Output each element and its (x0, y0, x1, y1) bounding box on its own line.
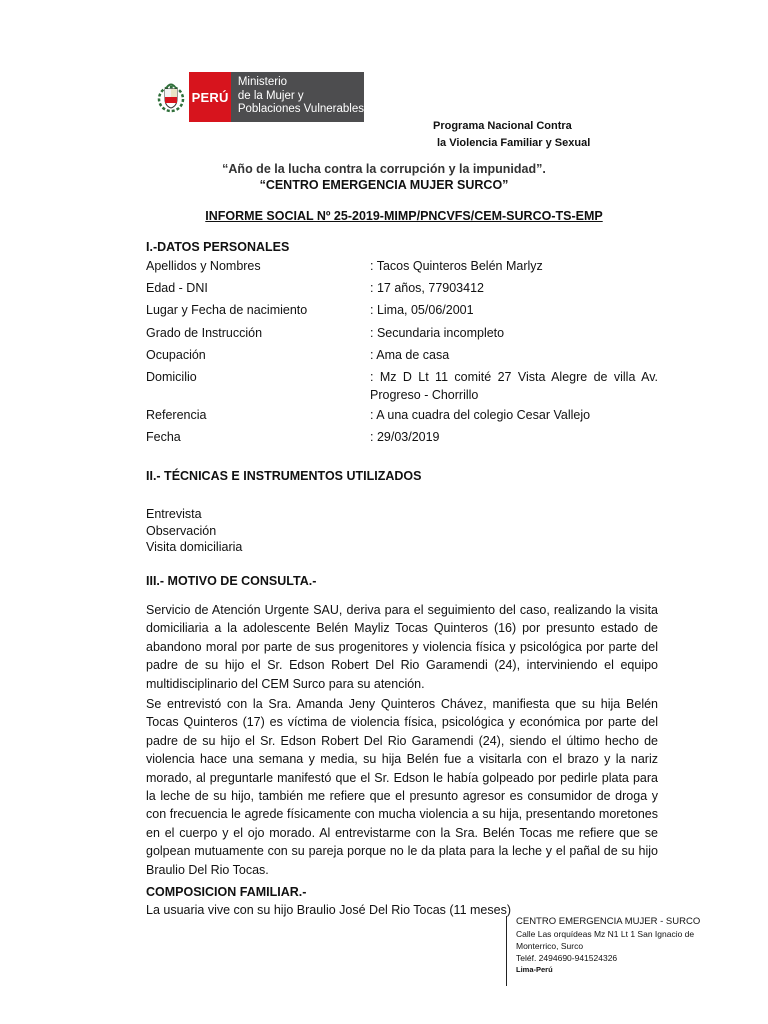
report-title: INFORME SOCIAL Nº 25-2019-MIMP/PNCVFS/CEM-SURCO-TS-EMP (205, 209, 603, 223)
footer-city: Lima-Perú (516, 965, 553, 974)
data-row (146, 407, 666, 425)
logo-ministry-line: Poblaciones Vulnerables (237, 103, 364, 115)
logo-ministry-line: de la Mujer y (237, 89, 304, 102)
year-motto: “Año de la lucha contra la corrupción y la impunidad”. (222, 162, 546, 176)
data-label: Fecha (146, 430, 181, 444)
logo-ministry-name (231, 72, 364, 122)
footer-address-line: Monterrico, Surco (516, 941, 584, 951)
data-row (146, 280, 666, 298)
logo-ministry-line: Ministerio (237, 76, 288, 88)
data-value: : Secundaria incompleto (370, 326, 505, 340)
list-item: Visita domiciliaria (146, 540, 243, 554)
data-label: Lugar y Fecha de nacimiento (146, 303, 308, 317)
data-label: Ocupación (146, 348, 206, 362)
program-line-2: la Violencia Familiar y Sexual (437, 137, 591, 149)
data-value: : Mz D Lt 11 comité 27 Vista Alegre de villa Av. Progreso - Chorrillo (370, 370, 658, 402)
section-techniques-heading: II.- TÉCNICAS E INSTRUMENTOS UTILIZADOS (146, 469, 422, 483)
consultation-paragraph-1: Servicio de Atención Urgente SAU, deriva para el seguimiento del caso, realizando la visita domiciliaria a la adolescente Belén Mayliz Tocas Quinteros (16) por presunto estado de abandono moral por parte de sus progenitores y violencia física y psicológica por parte del padre de su hijo el Sr. Edson Robert Del Rio Garamendi (24), interviniendo el equipo multidisciplinario del CEM Surco para su atención. (146, 603, 658, 691)
data-label: Apellidos y Nombres (146, 259, 261, 273)
logo-country: PERÚ (189, 72, 230, 122)
data-row (146, 325, 666, 343)
footer-contact (506, 916, 738, 986)
data-row (146, 429, 666, 447)
list-item: Entrevista (146, 507, 202, 521)
data-row (146, 369, 666, 404)
data-label: Edad - DNI (146, 281, 208, 295)
program-name (433, 118, 590, 152)
footer-center-name: CENTRO EMERGENCIA MUJER - SURCO (516, 916, 701, 927)
data-row (146, 302, 666, 320)
data-row (146, 258, 666, 276)
family-composition-heading: COMPOSICION FAMILIAR.- (146, 885, 307, 899)
center-name: “CENTRO EMERGENCIA MUJER SURCO” (259, 178, 509, 192)
data-label: Domicilio (146, 370, 197, 384)
data-row (146, 347, 666, 365)
section-personal-data-heading: I.-DATOS PERSONALES (146, 240, 290, 254)
data-label: Grado de Instrucción (146, 326, 263, 340)
footer-address-line: Calle Las orquídeas Mz N1 Lt 1 San Ignacio de (516, 929, 695, 939)
ministry-logo (152, 72, 364, 122)
data-value: : Ama de casa (370, 348, 450, 362)
data-value: : 29/03/2019 (370, 430, 440, 444)
data-label: Referencia (146, 408, 207, 422)
data-value: : 17 años, 77903412 (370, 281, 484, 295)
techniques-list (146, 506, 242, 556)
peru-coat-of-arms-icon (152, 72, 189, 122)
data-value: : A una cuadra del colegio Cesar Vallejo (370, 408, 591, 422)
data-value: : Tacos Quinteros Belén Marlyz (370, 259, 543, 273)
footer-phone: Teléf. 2494690-941524326 (516, 953, 618, 963)
program-line-1: Programa Nacional Contra (433, 120, 572, 132)
data-value: : Lima, 05/06/2001 (370, 303, 474, 317)
section-consultation-heading: III.- MOTIVO DE CONSULTA.- (146, 574, 317, 588)
consultation-paragraph-2: Se entrevistó con la Sra. Amanda Jeny Quinteros Chávez, manifiesta que su hija Belén Tocas Quinteros (17) es víctima de violencia física, psicológica y económica por parte del padre de su hijo el Sr. Edson Robert Del Rio Garamendi (24), siendo el último hecho de violencia hace una semana y media, su hija Belén fue a visitarla con el brazo y la nariz morado, al preguntarle manifestó que el Sr. Edson le había golpeado por pedirle plata para la leche de su hijo, también me refiere que el presunto agresor es consumidor de droga y con frecuencia le agrede físicamente con mucha violencia a su hija, presentando moretones en el cuerpo y el ojo morado. Al entrevistarme con la Sra. Belén Tocas me refiere que se golpean mutuamente con su pareja porque no le da plata para la leche y el pañal de su hijo Braulio Del Rio Tocas. (146, 697, 658, 877)
family-composition-text: La usuaria vive con su hijo Braulio José Del Rio Tocas (11 meses) (146, 903, 511, 917)
list-item: Observación (146, 523, 217, 538)
